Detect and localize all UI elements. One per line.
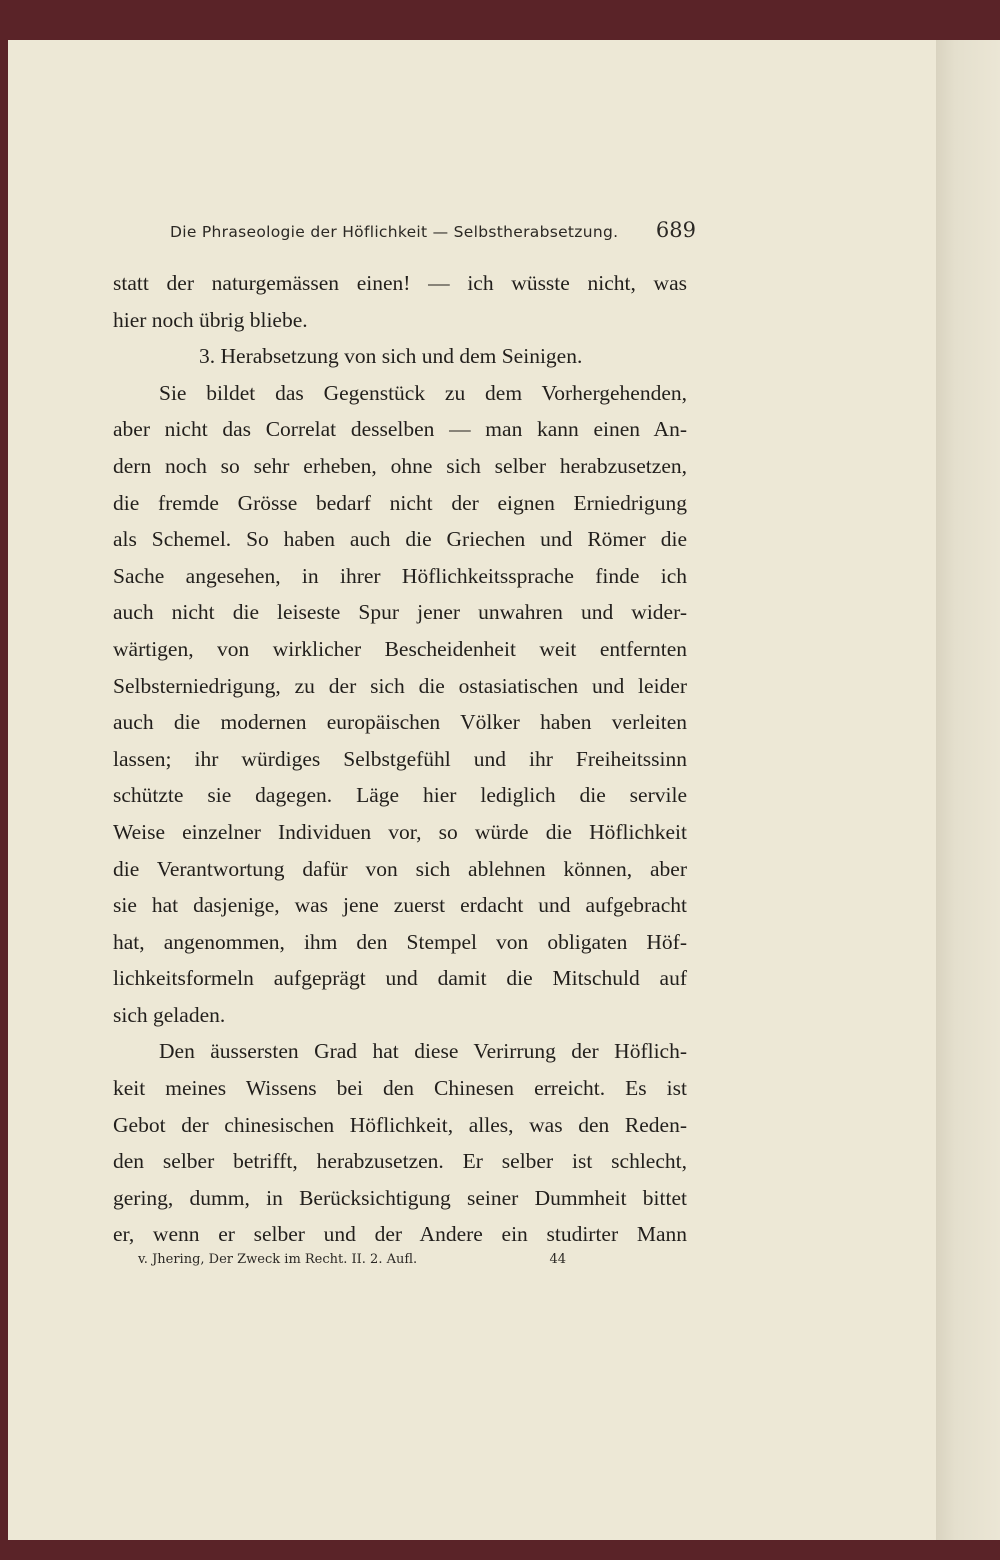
text-line: wärtigen, von wirklicher Bescheidenheit weit entfernten (113, 636, 687, 661)
text-line: sie hat dasjenige, was jene zuerst erdacht und aufgebracht (113, 893, 687, 918)
text-line: die Verantwortung dafür von sich ablehnen können, aber (113, 856, 687, 881)
body-text (113, 265, 687, 1253)
text-line: Weise einzelner Individuen vor, so würde die Höflichkeit (113, 819, 687, 844)
text-line: er, wenn er selber und der Andere ein studirter Mann (113, 1222, 687, 1247)
section-heading: 3. Herabsetzung von sich und dem Seinigen. (199, 344, 583, 369)
text-line: Sache angesehen, in ihrer Höflichkeitssprache finde ich (113, 563, 687, 588)
text-line: schützte sie dagegen. Läge hier lediglich die servile (113, 783, 687, 808)
text-line: lichkeitsformeln aufgeprägt und damit die Mitschuld auf (113, 966, 687, 991)
page-number: 689 (655, 218, 696, 242)
page-footer (138, 1252, 578, 1267)
text-line: auch nicht die leiseste Spur jener unwahren und wider- (113, 600, 687, 625)
text-line: hier noch übrig bliebe. (113, 307, 308, 332)
text-line: sich geladen. (113, 1002, 226, 1027)
text-line: hat, angenommen, ihm den Stempel von obligaten Höf- (113, 929, 687, 954)
running-head (170, 218, 696, 248)
text-line: Sie bildet das Gegenstück zu dem Vorhergehenden, (159, 380, 687, 405)
text-line: statt der naturgemässen einen! — ich wüsste nicht, was (113, 271, 687, 295)
text-line: lassen; ihr würdiges Selbstgefühl und ihr Freiheitssinn (113, 746, 687, 771)
text-line: keit meines Wissens bei den Chinesen erreicht. Es ist (113, 1076, 687, 1101)
text-line: auch die modernen europäischen Völker haben verleiten (113, 710, 687, 735)
text-line: dern noch so sehr erheben, ohne sich selber herabzusetzen, (113, 453, 687, 478)
text-line: die fremde Grösse bedarf nicht der eignen Erniedrigung (113, 490, 687, 515)
page-edge-shadow (936, 40, 1000, 1540)
running-head-title: Die Phraseologie der Höflichkeit — Selbstherabsetzung. (170, 223, 619, 241)
text-line: Gebot der chinesischen Höflichkeit, alles, was den Reden- (113, 1112, 687, 1137)
text-line: Den äussersten Grad hat diese Verirrung der Höflich- (159, 1039, 687, 1064)
text-line: gering, dumm, in Berücksichtigung seiner Dummheit bittet (113, 1185, 687, 1210)
signature-number: 44 (549, 1252, 566, 1267)
text-line: Selbsterniedrigung, zu der sich die ostasiatischen und leider (113, 673, 687, 698)
text-line: aber nicht das Correlat desselben — man kann einen An- (113, 417, 687, 442)
text-line: als Schemel. So haben auch die Griechen und Römer die (113, 527, 687, 552)
text-line: den selber betrifft, herabzusetzen. Er selber ist schlecht, (113, 1149, 687, 1174)
footer-citation: v. Jhering, Der Zweck im Recht. II. 2. Aufl. (138, 1252, 418, 1267)
